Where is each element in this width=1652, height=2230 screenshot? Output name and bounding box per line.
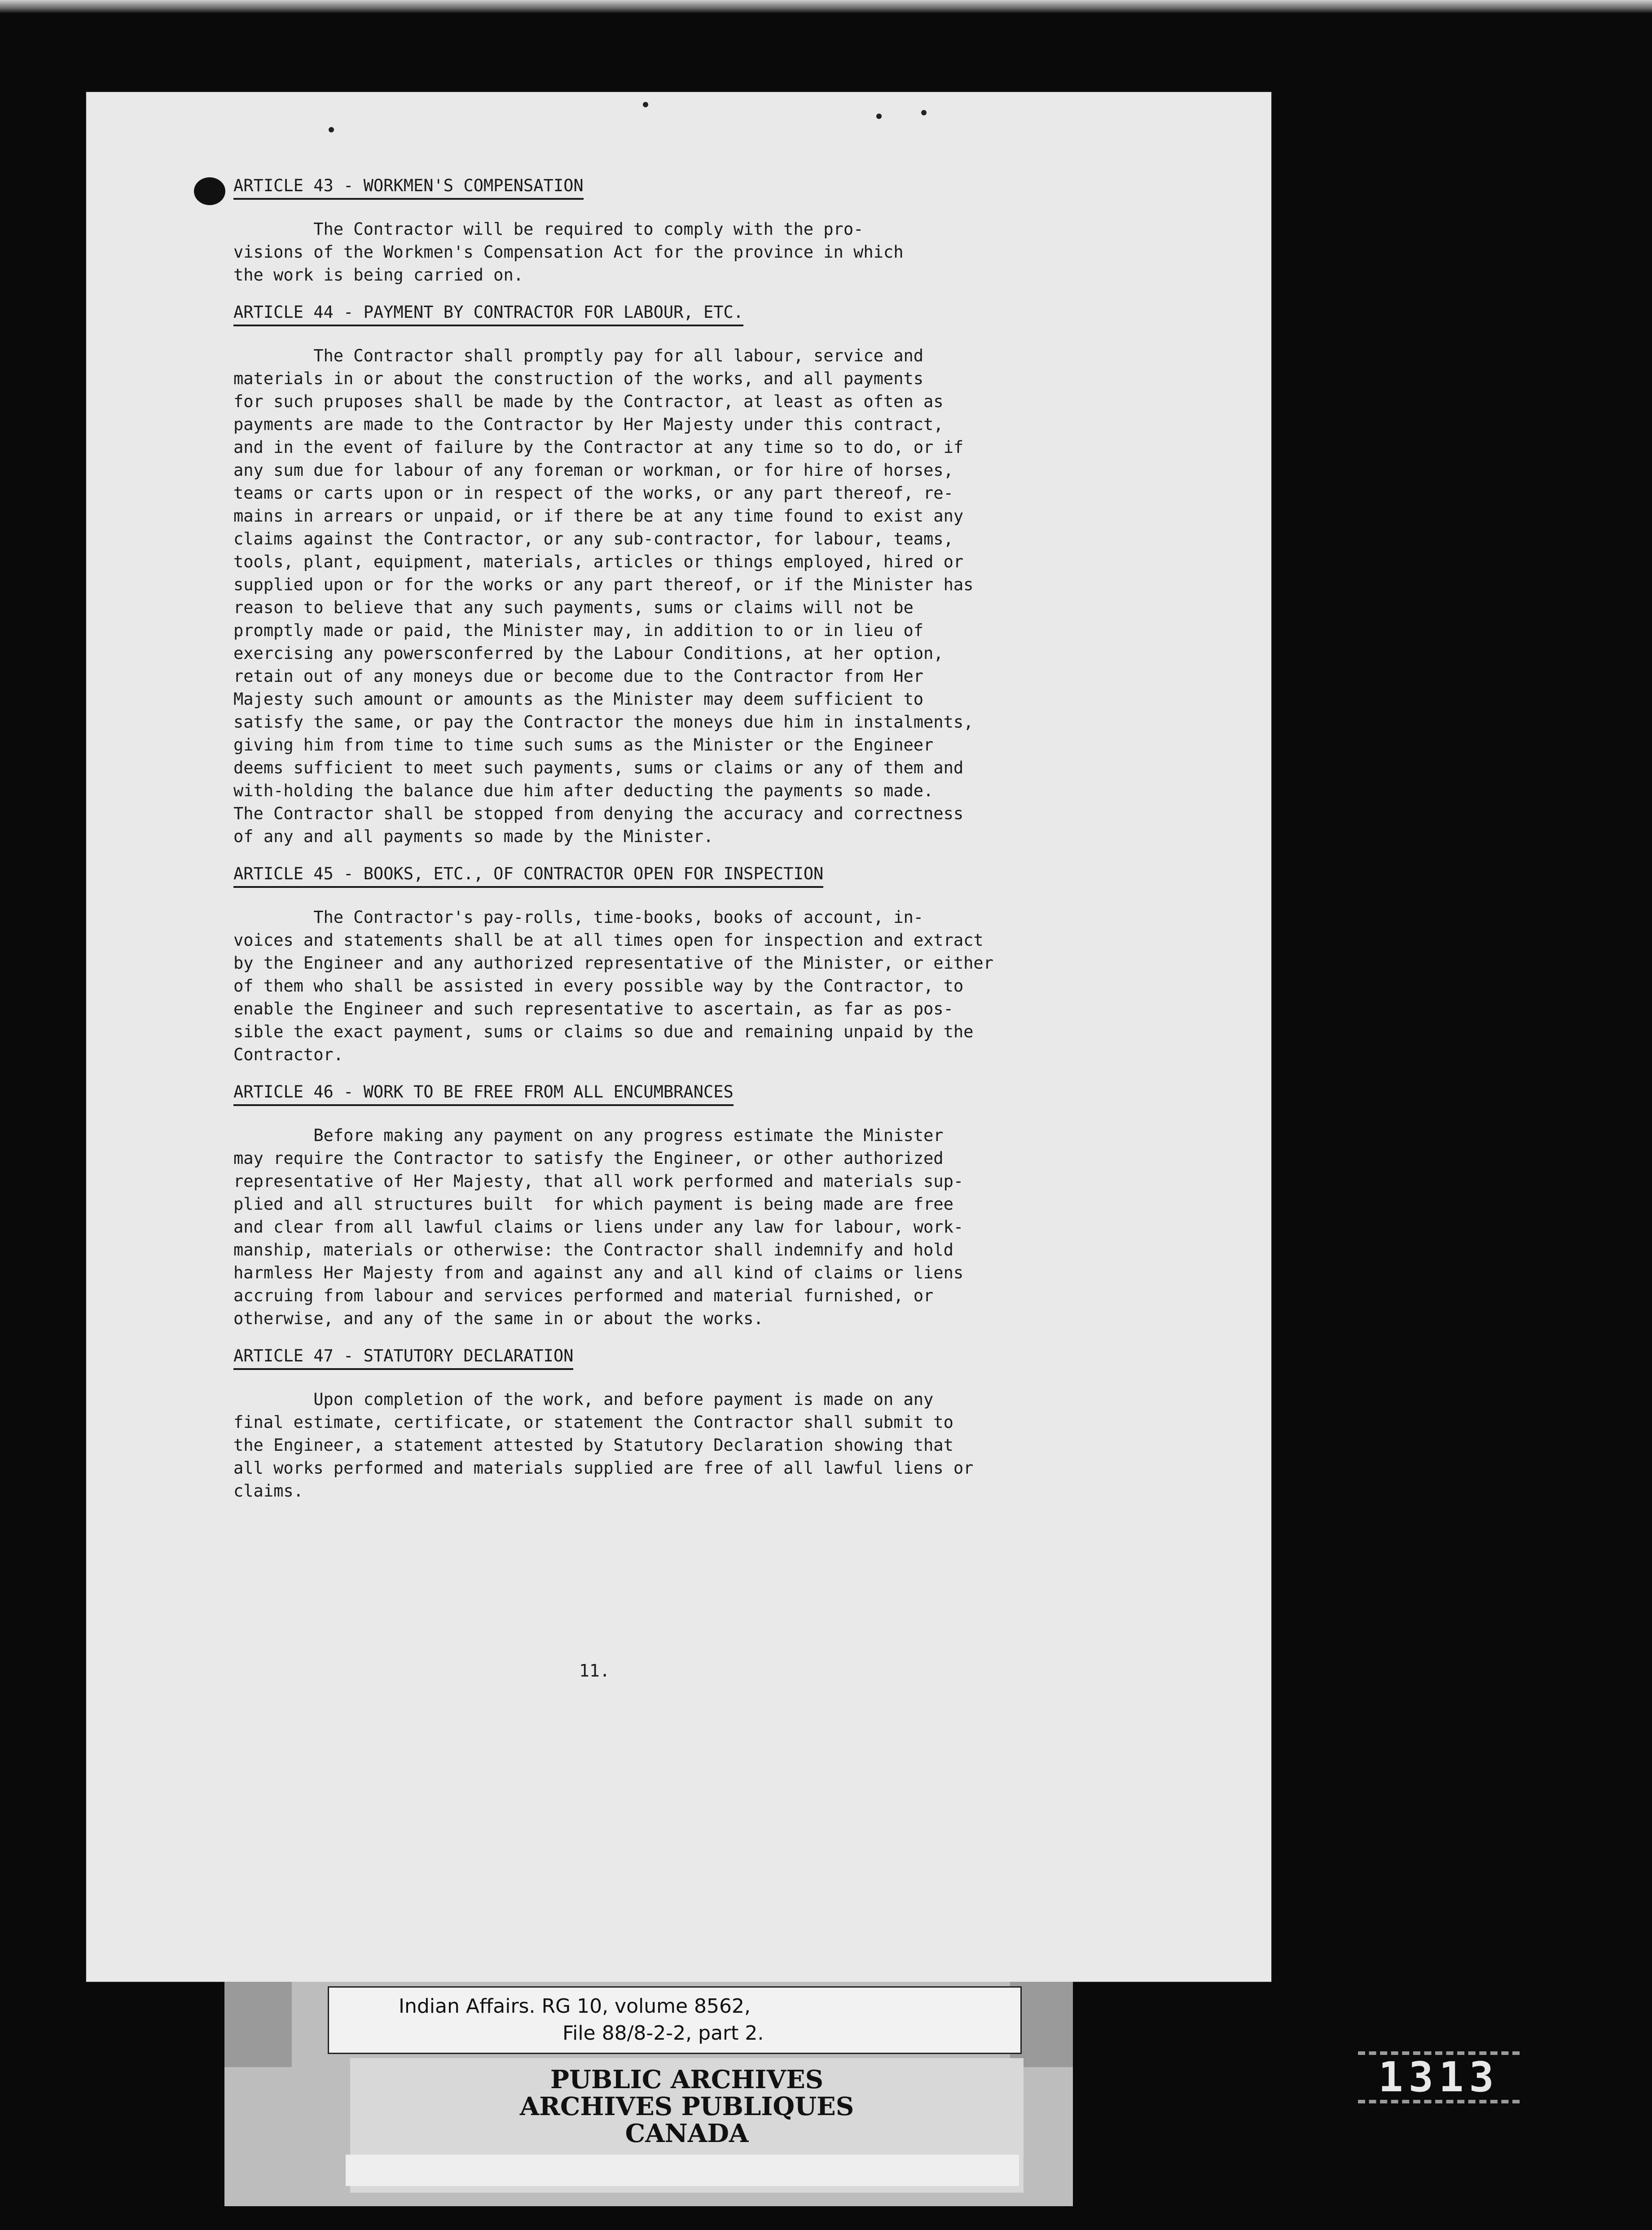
text-line: sible the exact payment, sums or claims so due and remaining unpaid by the [233, 1022, 974, 1041]
speck [329, 127, 334, 132]
text-line: all works performed and materials supplied are free of all lawful liens or [233, 1458, 974, 1478]
text-line: the Engineer, a statement attested by Statutory Declaration showing that [233, 1435, 953, 1455]
text-line: Majesty such amount or amounts as the Minister may deem sufficient to [233, 689, 924, 709]
document-body [233, 166, 1176, 1509]
speck [921, 110, 927, 115]
text-line: of any and all payments so made by the Minister. [233, 827, 714, 846]
text-line: claims against the Contractor, or any sub-contractor, for labour, teams, [233, 529, 953, 549]
text-line: the work is being carried on. [233, 265, 524, 285]
article-47 [233, 1336, 1176, 1502]
file-reference-line: File 88/8-2-2, part 2. [562, 2022, 764, 2045]
stamp-line: PUBLIC ARCHIVES [550, 2065, 824, 2094]
text-line: exercising any powersconferred by the Labour Conditions, at her option, [233, 644, 944, 663]
film-top-edge [0, 0, 1652, 13]
label-bottom-strip [346, 2155, 1019, 2186]
text-line: by the Engineer and any authorized representative of the Minister, or either [233, 953, 993, 973]
text-line: The Contractor shall be stopped from denying the accuracy and correctness [233, 804, 964, 823]
speck [876, 114, 882, 119]
text-line: harmless Her Majesty from and against any and all kind of claims or liens [233, 1263, 964, 1282]
text-line: The Contractor's pay-rolls, time-books, books of account, in- [233, 908, 924, 927]
text-line: otherwise, and any of the same in or about the works. [233, 1309, 764, 1328]
text-line: voices and statements shall be at all times open for inspection and extract [233, 931, 984, 950]
article-heading: ARTICLE 44 - PAYMENT BY CONTRACTOR FOR LABOUR, ETC. [233, 301, 743, 326]
punch-hole [194, 177, 225, 205]
text-line: accruing from labour and services performed and material furnished, or [233, 1286, 934, 1305]
article-43 [233, 166, 1176, 286]
text-line: Before making any payment on any progress estimate the Minister [233, 1126, 944, 1145]
text-line: plied and all structures built for which payment is being made are free [233, 1194, 953, 1214]
article-46 [233, 1072, 1176, 1330]
text-line: The Contractor will be required to comply with the pro- [233, 219, 864, 239]
article-paragraph [233, 218, 1176, 286]
file-reference-line: Indian Affairs. RG 10, volume 8562, [399, 1995, 751, 2018]
text-line: for such pruposes shall be made by the Contractor, at least as often as [233, 392, 944, 411]
microfilm-frame-number: 1313 [1358, 2051, 1520, 2103]
stamp-line: ARCHIVES PUBLIQUES [519, 2092, 854, 2121]
article-paragraph [233, 344, 1176, 848]
file-reference-label [328, 1986, 1022, 2054]
text-line: Upon completion of the work, and before payment is made on any [233, 1390, 934, 1409]
stamp-line: CANADA [625, 2119, 749, 2148]
text-line: giving him from time to time such sums as the Minister or the Engineer [233, 735, 934, 755]
article-paragraph [233, 1124, 1176, 1330]
speck [643, 102, 648, 107]
article-paragraph [233, 1388, 1176, 1502]
text-line: enable the Engineer and such representative to ascertain, as far as pos- [233, 999, 953, 1018]
text-line: teams or carts upon or in respect of the works, or any part thereof, re- [233, 483, 953, 503]
text-line: visions of the Workmen's Compensation Act for the province in which [233, 242, 904, 262]
article-heading: ARTICLE 47 - STATUTORY DECLARATION [233, 1344, 573, 1370]
text-line: payments are made to the Contractor by Her Majesty under this contract, [233, 415, 944, 434]
text-line: with-holding the balance due him after deducting the payments so made. [233, 781, 934, 800]
text-line: claims. [233, 1481, 303, 1501]
text-line: materials in or about the construction of the works, and all payments [233, 369, 924, 388]
article-heading: ARTICLE 45 - BOOKS, ETC., OF CONTRACTOR OPEN FOR INSPECTION [233, 862, 823, 888]
label-flap [224, 1982, 292, 2067]
text-line: tools, plant, equipment, materials, articles or things employed, hired or [233, 552, 964, 571]
text-line: may require the Contractor to satisfy the Engineer, or other authorized [233, 1149, 944, 1168]
text-line: deems sufficient to meet such payments, sums or claims or any of them and [233, 758, 964, 777]
text-line: satisfy the same, or pay the Contractor the moneys due him in instalments, [233, 712, 974, 732]
article-heading: ARTICLE 43 - WORKMEN'S COMPENSATION [233, 174, 584, 200]
article-heading: ARTICLE 46 - WORK TO BE FREE FROM ALL ENCUMBRANCES [233, 1080, 734, 1106]
text-line: of them who shall be assisted in every possible way by the Contractor, to [233, 976, 964, 996]
text-line: final estimate, certificate, or statement the Contractor shall submit to [233, 1413, 953, 1432]
text-line: any sum due for labour of any foreman or workman, or for hire of horses, [233, 461, 953, 480]
article-45 [233, 854, 1176, 1066]
text-line: retain out of any moneys due or become due to the Contractor from Her [233, 667, 924, 686]
article-paragraph [233, 906, 1176, 1066]
text-line: promptly made or paid, the Minister may, in addition to or in lieu of [233, 621, 924, 640]
text-line: reason to believe that any such payments, sums or claims will not be [233, 598, 914, 617]
text-line: manship, materials or otherwise: the Contractor shall indemnify and hold [233, 1240, 953, 1260]
text-line: supplied upon or for the works or any part thereof, or if the Minister has [233, 575, 974, 594]
text-line: The Contractor shall promptly pay for all labour, service and [233, 346, 924, 365]
text-line: and in the event of failure by the Contractor at any time so to do, or if [233, 438, 964, 457]
article-44 [233, 293, 1176, 848]
text-line: and clear from all lawful claims or liens under any law for labour, work- [233, 1217, 964, 1237]
page-number: 11. [579, 1661, 610, 1681]
text-line: representative of Her Majesty, that all work performed and materials sup- [233, 1172, 964, 1191]
text-line: Contractor. [233, 1045, 344, 1064]
text-line: mains in arrears or unpaid, or if there be at any time found to exist any [233, 506, 964, 526]
